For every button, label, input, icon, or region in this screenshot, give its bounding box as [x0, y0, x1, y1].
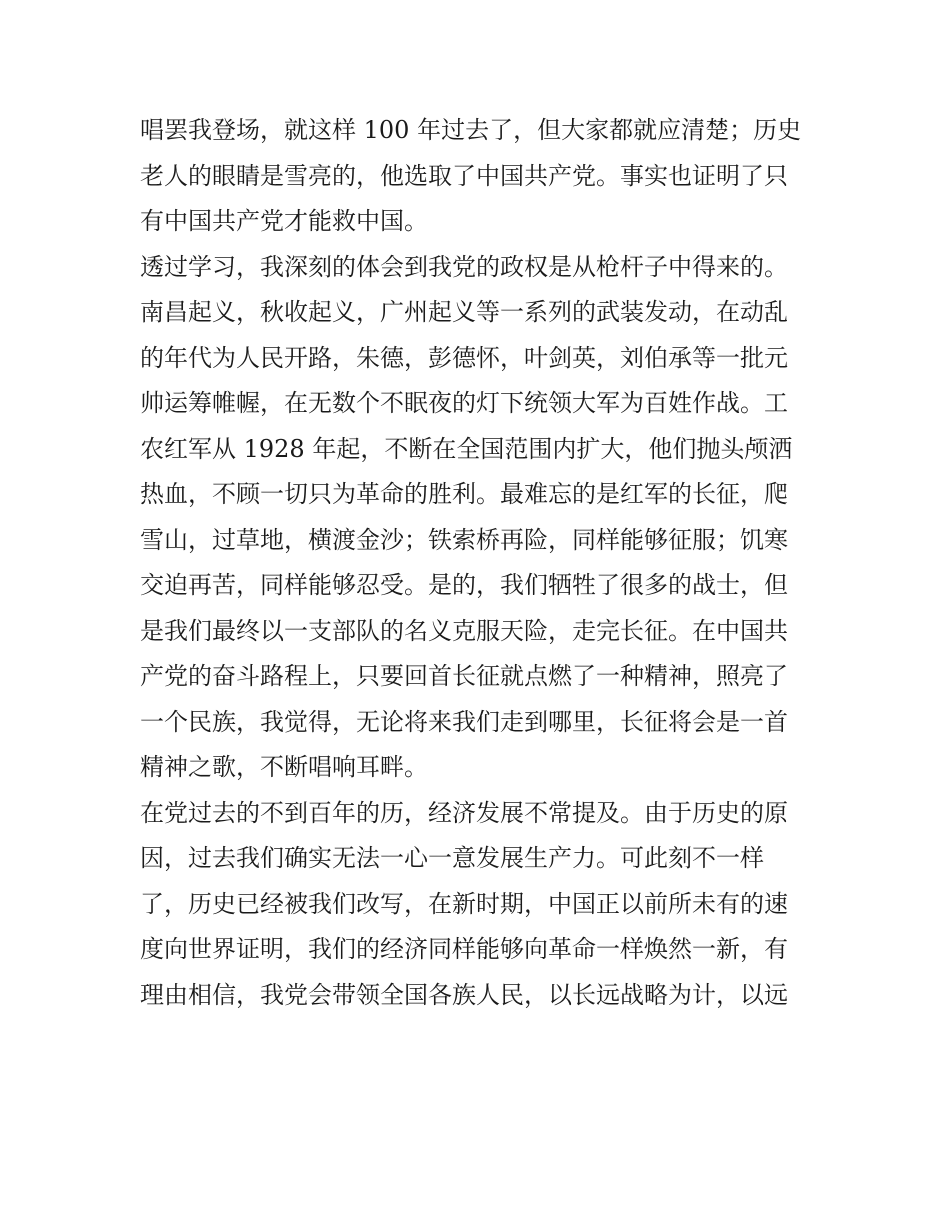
text-line: 交迫再苦，同样能够忍受。是的，我们牺牲了很多的战士，但	[140, 571, 788, 599]
text-line: 有中国共产党才能救中国。	[140, 207, 428, 235]
text-line: 农红军从 1928 年起，不断在全国范围内扩大，他们抛头颅洒	[140, 434, 793, 463]
text-line: 热血，不顾一切只为革命的胜利。最难忘的是红军的长征，爬	[140, 480, 788, 508]
text-line: 透过学习，我深刻的体会到我党的政权是从枪杆子中得来的。	[140, 252, 788, 281]
text-line: 在党过去的不到百年的历，经济发展不常提及。由于历史的原	[140, 798, 788, 827]
text-line: 的年代为人民开路，朱德，彭德怀，叶剑英，刘伯承等一批元	[140, 343, 788, 372]
text-line: 一个民族，我觉得，无论将来我们走到哪里，长征将会是一首	[140, 707, 788, 736]
text-line: 是我们最终以一支部队的名义克服天险，走完长征。在中国共	[140, 616, 788, 645]
text-line: 南昌起义，秋收起义，广州起义等一系列的武装发动，在动乱	[140, 298, 788, 326]
text-line: 雪山，过草地，横渡金沙；铁索桥再险，同样能够征服；饥寒	[140, 525, 788, 554]
text-line: 老人的眼睛是雪亮的，他选取了中国共产党。事实也证明了只	[140, 161, 788, 190]
text-line: 理由相信，我党会带领全国各族人民，以长远战略为计，以远	[140, 980, 788, 1009]
text-line: 度向世界证明，我们的经济同样能够向革命一样焕然一新，有	[140, 935, 788, 963]
text-line: 唱罢我登场，就这样 100 年过去了，但大家都就应清楚；历史	[140, 116, 802, 144]
text-line: 精神之歌，不断唱响耳畔。	[140, 753, 428, 781]
text-line: 产党的奋斗路程上，只要回首长征就点燃了一种精神，照亮了	[140, 662, 788, 690]
text-line: 帅运筹帷幄，在无数个不眠夜的灯下统领大军为百姓作战。工	[140, 389, 788, 417]
body-text	[140, 108, 820, 1018]
text-line: 因，过去我们确实无法一心一意发展生产力。可此刻不一样	[140, 844, 764, 872]
text-line: 了，历史已经被我们改写，在新时期，中国正以前所未有的速	[140, 889, 788, 918]
